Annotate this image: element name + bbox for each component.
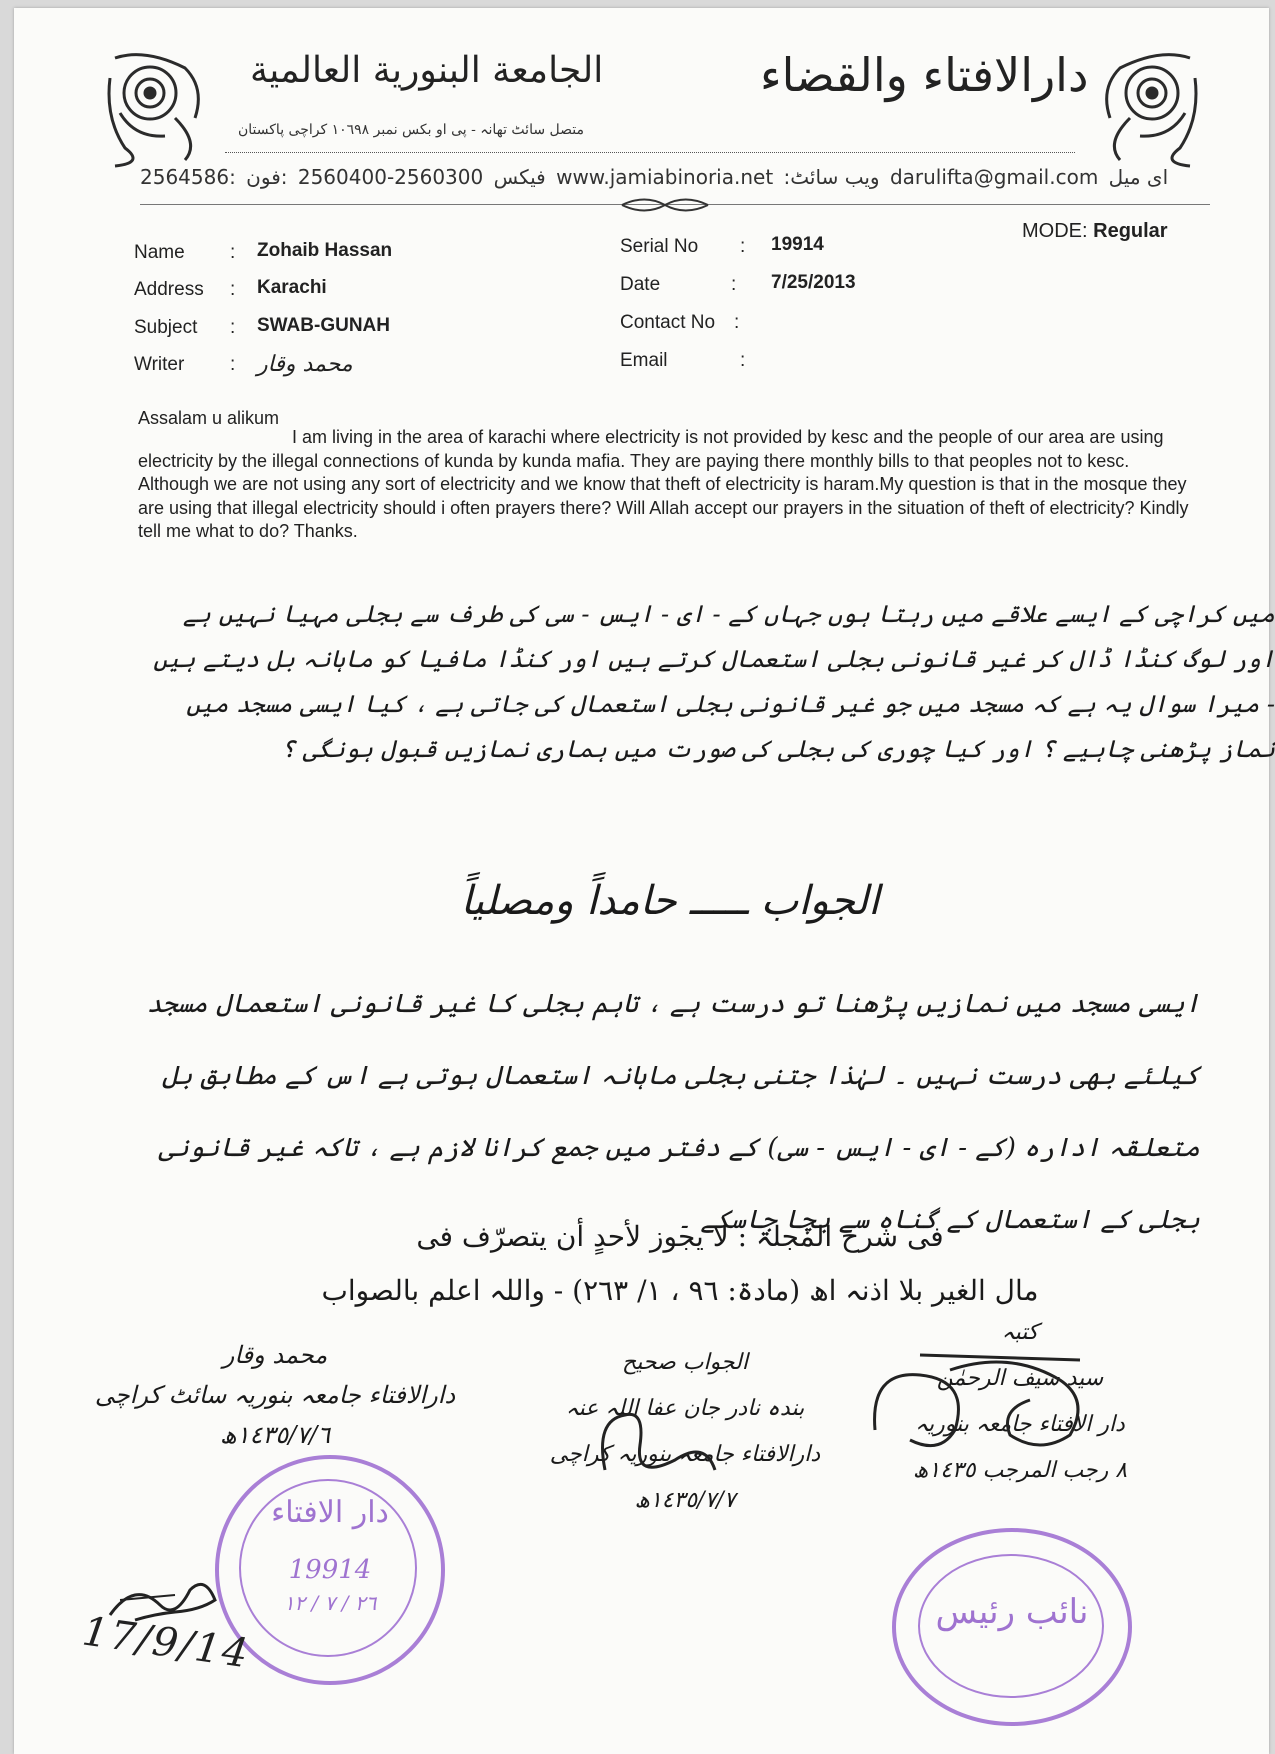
name-colon: : (230, 242, 236, 263)
contact-no-colon: : (734, 312, 740, 333)
question-text: I am living in the area of karachi where electricity is not provided by kesc and the people of our area are using electricity by the illegal connections of kunda by kunda mafia. They are paying there monthly bills to that peoples not to kesc. Although we are not using any sort of electricity and we know that theft of electricity is haram.My question is that in the mosque they are using that illegal electricity should i often prayers there? Will Allah accept our prayers in the situation of theft of electricity? Kindly tell me what to do? Thanks. (138, 427, 1189, 541)
email-field-label: Email (620, 350, 668, 371)
subject-colon: : (230, 317, 236, 338)
signature-right-approval: کتبہ (1001, 1320, 1039, 1345)
writer-colon: : (230, 354, 236, 375)
date-value: 7/25/2013 (771, 272, 856, 293)
handwritten-signature-middle (585, 1400, 735, 1490)
email-link[interactable]: darulifta@gmail.com (889, 165, 1099, 189)
website-link[interactable]: www.jamiabinoria.net (556, 165, 774, 189)
serial-value: 19914 (771, 234, 824, 255)
signature-right-office: دار الافتاء جامعہ بنوریہ (915, 1412, 1125, 1437)
citation (180, 1210, 1180, 1318)
signature-middle-name: بندہ نادر جان عفا اللہ عنہ (565, 1396, 805, 1421)
floral-ornament-left (105, 48, 215, 168)
signature-left-name: محمد وقار (222, 1341, 328, 1369)
website-label: :ویب سائٹ (783, 165, 880, 189)
stamp-title: نائب رئیس (935, 1592, 1089, 1632)
institution-name: الجامعة البنورية العالمية (250, 50, 604, 91)
department-name: دارالافتاء والقضاء (760, 48, 1089, 102)
signature-right-name: سید سیف الرحمٰن (936, 1366, 1104, 1391)
citation-line-2: مال الغیر بلا اذنہ اھ (مادۃ: ٩٦ ، ١/ ٢٦٣) - واللہ اعلم بالصواب (321, 1274, 1039, 1307)
email-label: ای میل (1108, 165, 1169, 189)
subject-value: SWAB-GUNAH (257, 315, 390, 336)
fax-label: فیکس (493, 165, 546, 189)
date-label: Date (620, 274, 661, 295)
address-colon: : (230, 279, 236, 300)
phone-number: 2560300-2560400 (297, 165, 484, 189)
header-divider (225, 152, 1075, 153)
date-colon: : (731, 274, 737, 295)
citation-line-1: فی شرح المجلۃ : لا یجوز لأحدٍ أن یتصرّف فی (416, 1220, 944, 1253)
floral-ornament-right (1090, 48, 1200, 168)
answer-heading: الجواب ـــــ حامداً ومصلیاً (460, 878, 880, 924)
mode-value: Regular (1093, 220, 1168, 242)
stamp-title: دار الافتاء (271, 1495, 389, 1530)
stamp-serial-number: 19914 (288, 1555, 372, 1585)
subject-label: Subject (134, 317, 198, 338)
fax-number: 2564586: (140, 165, 236, 189)
email-field-colon: : (740, 350, 746, 371)
mode-indicator (1022, 220, 1168, 243)
writer-label: Writer (134, 354, 185, 375)
contact-no-label: Contact No (620, 312, 716, 333)
signature-left-office: دارالافتاء جامعہ بنوریہ سائٹ کراچی (94, 1381, 456, 1409)
signature-middle-approval: الجواب صحیح (622, 1350, 748, 1375)
signature-middle-date: ١٤٣٥/٧/٧ھ (634, 1488, 736, 1513)
serial-colon: : (740, 236, 746, 257)
signature-middle-office: دارالافتاء جامعہ بنوریہ کراچی (549, 1442, 821, 1467)
institution-address: متصل سائٹ تھانہ - پی او بکس نمبر ١٠٦٩٨ کراچی پاکستان (238, 122, 584, 138)
handwritten-date: 17/9/14 (79, 1608, 253, 1678)
question-urdu: میں کراچی کے ایسے علاقے میں رہتا ہوں جہاں کے - ای - ایس - سی کی طرف سے بجلی مہیا نہیں ہے اور لوگ کنڈا ڈال کر غیر قانونی بجلی استعمال کرتے ہیں اور کنڈا مافیا کو ماہانہ بل دیتے ہیں - میرا سوال یہ ہے کہ مسجد میں جو غیر قانونی بجلی استعمال کی جاتی ہے ، کیا ایسی مسجد میں نماز پڑھنی چاہیے ؟ اور کیا چوری کی بجلی کی صورت میں ہماری نمازیں قبول ہونگی ؟ (153, 600, 1275, 763)
signature-right-date: ٨ رجب المرجب ١٤٣٥ھ (912, 1458, 1128, 1483)
divider-flourish (620, 196, 710, 214)
address-label: Address (134, 279, 204, 300)
mode-label: MODE: (1022, 220, 1088, 242)
name-value: Zohaib Hassan (257, 240, 393, 261)
name-label: Name (134, 242, 185, 263)
handwritten-signature-right (860, 1340, 1110, 1460)
writer-value: محمد وقار (257, 352, 353, 377)
address-value: Karachi (257, 277, 327, 298)
phone-label: :فون (246, 165, 288, 189)
question-greeting: Assalam u alikum (138, 408, 280, 428)
contact-line (140, 165, 1205, 189)
signature-block-left (45, 1335, 505, 1455)
signature-left-date: ١٤٣٥/٧/٦ھ (219, 1421, 331, 1449)
naib-rais-stamp (892, 1528, 1132, 1726)
serial-label: Serial No (620, 236, 699, 257)
stamp-date: ٢٦ / ٧ / ١٢ (283, 1591, 377, 1615)
answer-text: ایسی مسجد میں نمازیں پڑھنا تو درست ہے ، تاہم بجلی کا غیر قانونی استعمال مسجد کیلئے بھی درست نہیں ۔ لہٰذا جتنی بجلی ماہانہ استعمال ہوتی ہے اس کے مطابق بل متعلقہ ادارہ (کے - ای - ایس - سی) کے دفتر میں جمع کرانا لازم ہے ، تاکہ غیر قانونی بجلی کے استعمال کے گناہ سے بچا جاسکے ۔ (146, 989, 1200, 1235)
